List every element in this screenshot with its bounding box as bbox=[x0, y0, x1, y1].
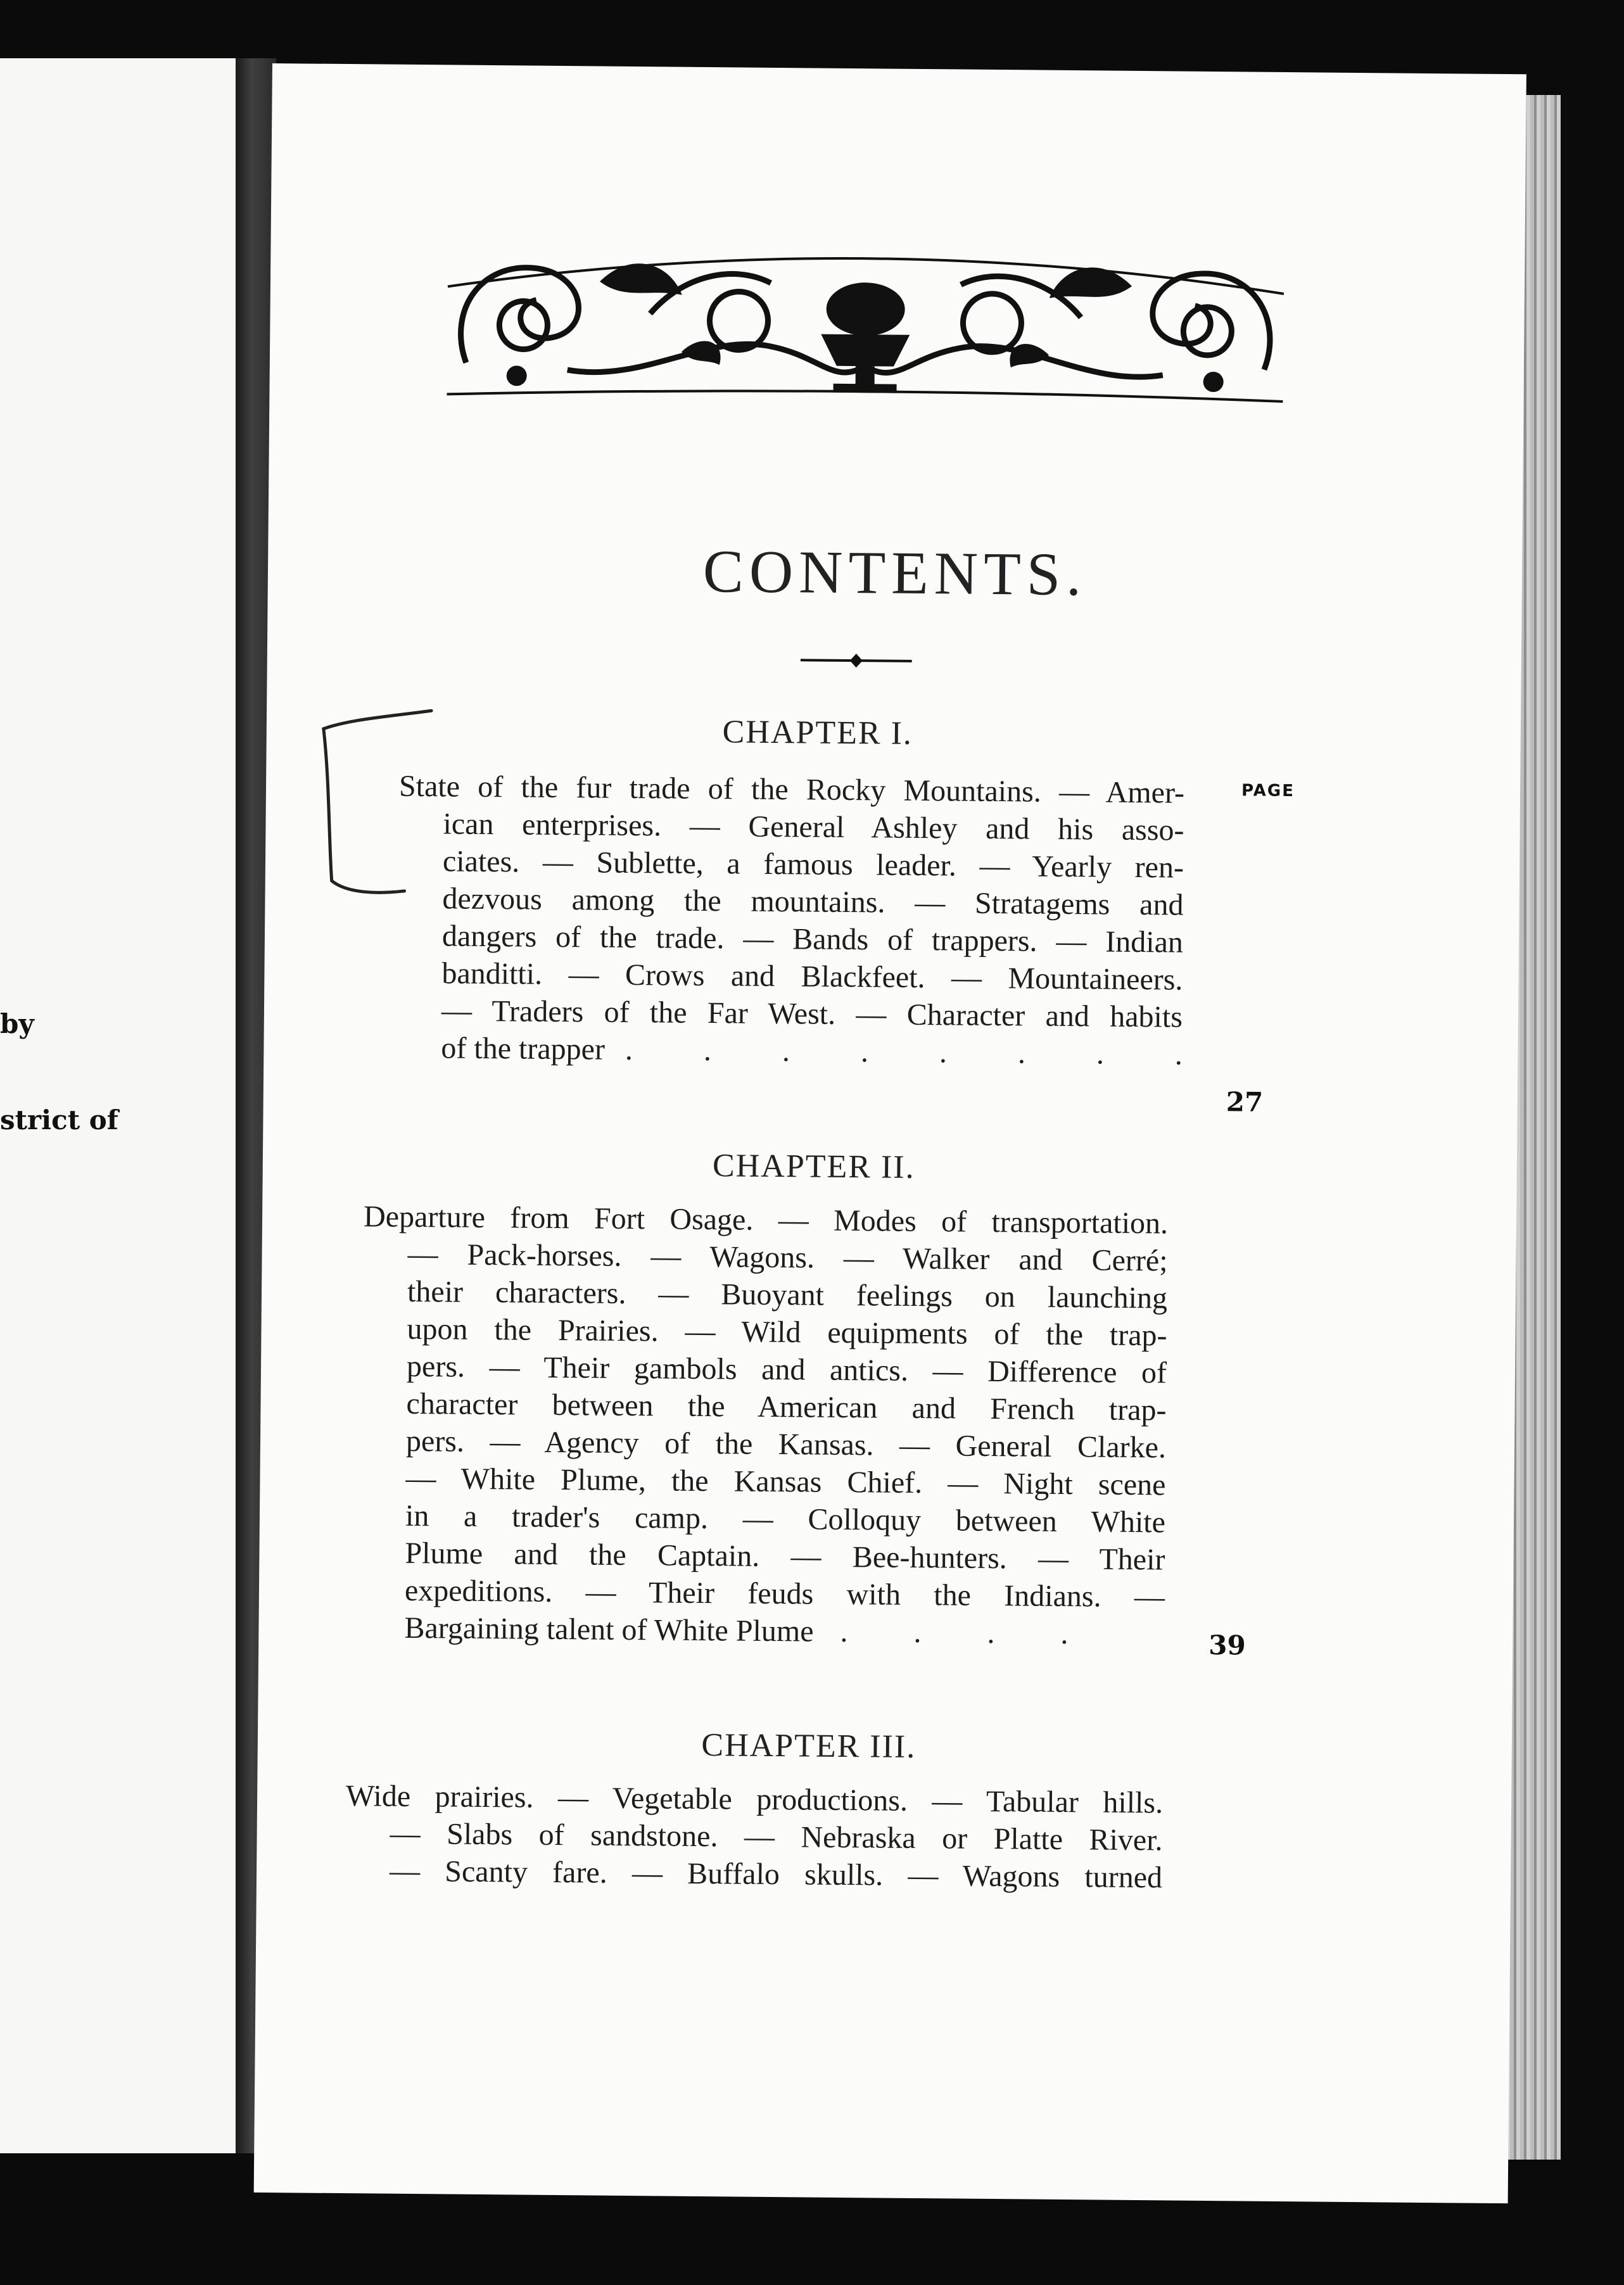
summary-line: ciates. — Sublette, a famous leader. — Yearly ren- bbox=[442, 844, 1184, 885]
summary-line-final bbox=[396, 1029, 1182, 1073]
summary-line: — Pack-horses. — Wagons. — Walker and Cerré; bbox=[407, 1237, 1168, 1278]
title-rule-ornament bbox=[801, 650, 912, 671]
summary-line: Wide prairies. — Vegetable productions. — Tabular hills. bbox=[345, 1779, 1164, 1820]
page-number: 27 bbox=[1226, 1086, 1264, 1118]
chapter-heading: CHAPTER I. bbox=[722, 714, 913, 752]
summary-line-final bbox=[360, 1609, 1164, 1653]
contents-page bbox=[254, 63, 1526, 2203]
chapter-summary bbox=[345, 1777, 1163, 1896]
summary-line: — Scanty fare. — Buffalo skulls. — Wagons turned bbox=[389, 1854, 1163, 1895]
summary-line: — Slabs of sandstone. — Nebraska or Platte River. bbox=[390, 1816, 1163, 1858]
summary-line: Bargaining talent of White Plume bbox=[404, 1611, 814, 1649]
summary-line: in a trader's camp. — Colloquy between White bbox=[405, 1498, 1166, 1540]
summary-line: dangers of the trade. — Bands of trappers. — Indian bbox=[441, 919, 1184, 959]
headpiece-ornament bbox=[440, 236, 1290, 408]
summary-line: Departure from Fort Osage. — Modes of transportation. bbox=[363, 1199, 1169, 1241]
page-number: 39 bbox=[1208, 1629, 1246, 1661]
page-title: CONTENTS. bbox=[702, 536, 1088, 609]
summary-line: pers. — Their gambols and antics. — Difference of bbox=[406, 1349, 1167, 1390]
summary-line: ican enterprises. — General Ashley and his asso- bbox=[443, 807, 1184, 847]
summary-line: — White Plume, the Kansas Chief. — Night scene bbox=[405, 1461, 1166, 1502]
summary-line: expeditions. — Their feuds with the Indians. — bbox=[404, 1573, 1165, 1614]
summary-line: of the trapper bbox=[441, 1031, 606, 1067]
chapter-summary bbox=[360, 1198, 1168, 1653]
dot-leaders: . . . . . . . . bbox=[625, 1032, 1183, 1072]
facing-page-fragment: strict of bbox=[0, 1105, 118, 1136]
summary-line: character between the American and French trap- bbox=[406, 1386, 1167, 1427]
chapter-heading: CHAPTER III. bbox=[701, 1727, 917, 1765]
page-column-label: PAGE bbox=[1241, 781, 1295, 801]
summary-line: pers. — Agency of the Kansas. — General Clarke. bbox=[405, 1424, 1167, 1465]
summary-line: Plume and the Captain. — Bee-hunters. — Their bbox=[405, 1536, 1165, 1577]
chapter-heading: CHAPTER II. bbox=[712, 1148, 915, 1186]
dot-leaders: . . . . bbox=[840, 1614, 1069, 1651]
summary-line: State of the fur trade of the Rocky Mountains. — Amer- bbox=[398, 769, 1185, 810]
summary-line: their characters. — Buoyant feelings on launching bbox=[407, 1274, 1168, 1315]
summary-line: upon the Prairies. — Wild equipments of the trap- bbox=[407, 1312, 1167, 1353]
facing-page-fragment: by bbox=[0, 1008, 34, 1039]
summary-line: — Traders of the Far West. — Character and habits bbox=[441, 994, 1183, 1034]
facing-page bbox=[0, 58, 236, 2153]
summary-line: dezvous among the mountains. — Stratagems and bbox=[442, 882, 1184, 922]
chapter-summary bbox=[396, 768, 1184, 1073]
summary-line: banditti. — Crows and Blackfeet. — Mountaineers. bbox=[441, 956, 1183, 997]
